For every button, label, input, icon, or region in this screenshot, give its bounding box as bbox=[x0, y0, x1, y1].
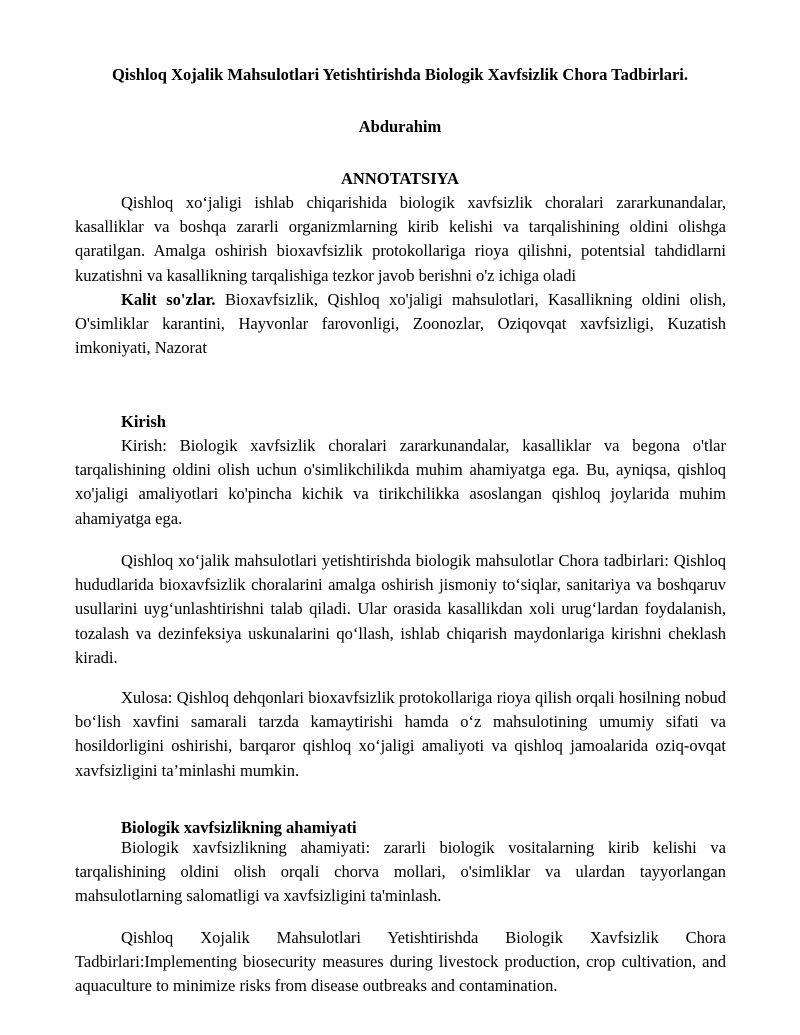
intro-paragraph-3: Xulosa: Qishloq dehqonlari bioxavfsizlik protokollariga rioya qilish orqali hosilning nobud bo‘lish xavfini samarali tarzda kamaytirishi hamda o‘z mahsulotining umumiy sifati va hosildorligini oshirishi, barqaror qishloq xo‘jaligi amaliyoti va qishloq jamoalarida oziq-ovqat xavfsizligini ta’minlashi mumkin. bbox=[75, 688, 726, 780]
importance-heading: Biologik xavfsizlikning ahamiyati bbox=[121, 818, 357, 837]
document-title: Qishloq Xojalik Mahsulotlari Yetishtirishda Biologik Xavfsizlik Chora Tadbirlari. bbox=[111, 65, 689, 84]
author-name: Abdurahim bbox=[358, 117, 442, 136]
keywords-label: Kalit so'zlar. bbox=[121, 290, 216, 309]
keywords-paragraph bbox=[75, 288, 726, 361]
intro-paragraph-2: Qishloq xo‘jalik mahsulotlari yetishtirishda biologik mahsulotlar Chora tadbirlari: Qishloq hududlarida bioxavfsizlik choralarini amalga oshirish jismoniy to‘siqlar, sanitariya va boshqaruv usullarini uyg‘unlashtirishni talab qiladi. Ular orasida kasallikdan xoli urug‘lardan foydalanish, tozalash va dezinfeksiya uskunalarini qo‘llash, ishlab chiqarish maydonlariga kirishni cheklash kiradi. bbox=[75, 551, 726, 667]
importance-paragraph-2: Qishloq Xojalik Mahsulotlari Yetishtirishda Biologik Xavfsizlik Chora Tadbirlari:Implementing biosecurity measures during livestock production, crop cultivation, and aquaculture to minimize risks from disease outbreaks and contamination. bbox=[75, 928, 726, 996]
importance-paragraph-1: Biologik xavfsizlikning ahamiyati: zararli biologik vositalarning kirib kelishi va tarqalishining oldini olish orqali chorva mollari, o'simliklar va ulardan tayyorlangan mahsulotlarning salomatligi va xavfsizligini ta'minlash. bbox=[75, 838, 726, 906]
intro-heading: Kirish bbox=[121, 412, 166, 431]
annotation-paragraph: Qishloq xo‘jaligi ishlab chiqarishida biologik xavfsizlik choralari zararkunandalar, kasalliklar va boshqa zararli organizmlarning kirib kelishi va tarqalishining oldini olishga qaratilgan. Amalga oshirish bioxavfsizlik protokollariga rioya qilishni, potentsial tahdidlarni kuzatishni va kasallikning tarqalishiga tezkor javob berishni o'z ichiga oladi bbox=[75, 193, 726, 285]
keywords-text: Bioxavfsizlik, Qishloq xo'jaligi mahsulotlari, Kasallikning oldini olish, O'simliklar karantini, Hayvonlar farovonligi, Zoonozlar, Oziqovqat xavfsizligi, Kuzatish imkoniyati, Nazorat bbox=[75, 290, 726, 358]
intro-paragraph-1: Kirish: Biologik xavfsizlik choralari zararkunandalar, kasalliklar va begona o'tlar tarqalishining oldini olish uchun o'simlikchilikda muhim ahamiyatga ega. Bu, ayniqsa, qishloq xo'jaligi amaliyotlari ko'pincha kichik va tirikchilikka asoslangan qishloq joylarida muhim ahamiyatga ega. bbox=[75, 436, 726, 528]
annotation-heading: ANNOTATSIYA bbox=[341, 169, 459, 188]
